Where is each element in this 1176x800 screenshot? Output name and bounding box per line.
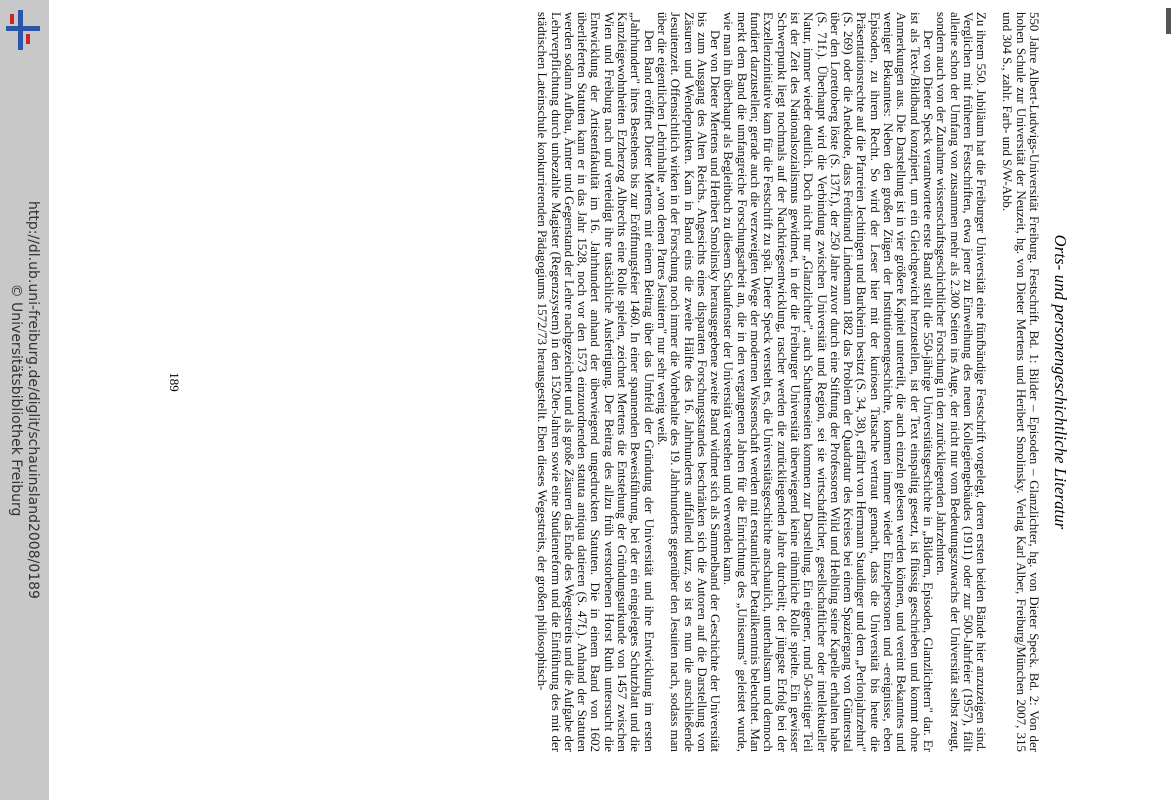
running-head: Orts- und personengeschichtliche Literatur (1051, 234, 1070, 530)
paragraph: Zu ihrem 550. Jubiläum hat die Freiburger Universität eine fünfbändige Festschrift vorgelegt, deren ersten beiden Bände hier anzuzeigen sind. Verglichen mit früheren Festschriften, etwa jener zu Einweihung des neuen Kollegiengebäudes (1911) oder zur 500-Jahrfeier (1957), fällt alleine schon der Umfang von zusammen mehr als 2.300 Seiten ins Auge, der nicht nur vom Bedeutungszuwachs der Universität selbst zeugt, sondern auch von der Zunahme wissenschaftsgeschichtlicher Forschung in den zurückliegenden Jahrzehnten. (934, 12, 989, 752)
page-edge-marker (1166, 8, 1171, 34)
paragraph: Der von Dieter Mertens und Heribert Smolinsky herausgegebene zweite Band widmet sich als Sammelband der Geschichte der Universität bis zum Ausgang des Alten Reichs. Angesichts eines disparaten Forschungsstandes beschränken sich die Autoren auf die Darstellung von Zäsuren und Wendepunkten. Kam in Band eins die zweite Hälfte des 16. Jahrhunderts auffallend kurz, so ist es nun die anschließende Jesuitenzeit. Offensichtlich wirken in der Forschung noch immer die Vorbehalte des 19. Jahrhunderts gegenüber den Jesuiten nach, sodass man über die eigentlichen Lehrinhalte „von denen Patres Jesuitern" nur sehr wenig weiß. (654, 12, 723, 752)
paragraph: Den Band eröffnet Dieter Mertens mit einem Beitrag über das Umfeld der Gründung der Universität und ihre Entwicklung im ersten „Jahrhundert" ihres Bestehens bis zur Eröffnungsfeier 1460. In einer spannenden Beweisführung, bei der ein eingelegtes Schutzblatt und die Kanzleigewohnheiten Erzherzog Albrechts eine Rolle spielen, zeichnet Mertens die Entstehung der Gründungsurkunde von 1457 zwischen Wien und Freiburg nach und verteidigt ihre tatsächliche Ausfertigung. Der Beitrag des allzu früh verstorbenen Horst Ruth untersucht die Entwicklung der Artistenfakultät im 16. Jahrhundert anhand der überwiegend ungedruckten Statuten. Die in einem Band von 1602 überlieferten Statuten kann er in das Jahr 1528, noch vor den 1573 einzuordnenden statuta antiqua datieren (S. 47f.). Anhand der Statuten werden sodann Aufbau, Ämter und Gegenstand der Lehre nachgezeichnet und als große Zäsuren das Ende des Wegestreits und die Aufgabe der Lehrverpflichtung durch unbezahlte Magister (Regenzsystem) in den 1520er-Jahren sowie eine Studienreform und die Einführung des mit der städtischen Lateinschule konkurrierenden Pädagogiums 1572/73 herausgestellt. Eben dieses Wegestreits, der großen philosophisch- (535, 12, 656, 752)
page-content (78, 12, 1078, 752)
paragraph: Der von Dieter Speck verantwortete erste Band stellt die 550-jährige Universitätsgeschichte in „Bildern, Episoden, Glanzlichtern" dar. Er ist als Text-/Bildband konzipiert, um ein Gleichgewicht herzustellen, ist der Text einspaltig gesetzt, ist flüssig geschrieben und kommt ohne Anmerkungen aus. Die Darstellung ist in vier größere Kapitel unterteilt, die auch einzeln gelesen werden können, und vereint Bekanntes und weniger Bekanntes: Neben den großen Zügen der Institutionengeschichte, kommen immer wieder Einzelpersonen und -ereignisse, eben Episoden, zu ihrem Recht. So wird der Leser hier mit der kuriosen Tatsache vertraut gemacht, dass die Universität bis heute die Präsentationsrechte auf die Pfarreien Jechtingen und Burkheim besitzt (S. 34, 38), erfährt von Hermann Staudinger und dem „Perlonjahrzehnt" (S. 269) oder die Anekdote, dass Ferdinand Lindemann 1882 das Problem der Quadratur des Kreises bei einem Spaziergang von Günterstal über den Lorettoberg löste (S. 137f.), der 250 Jahre zuvor durch eine Stiftung der Professoren Wild und Helbling seine Kapelle erhalten habe (S. 71f.). Überhaupt wird die Verbindung zwischen Universität und Region, sei sie wirtschaftlicher, gesellschaftlicher oder intellektueller Natur, immer wieder deutlich. Doch nicht nur „Glanzlichter", auch Schattenseiten kommen zur Darstellung. Ein eigener, rund 50-seitiger Teil ist der Zeit des Nationalsozialismus gewidmet, in der die Freiburger Universität überwiegend keine rühmliche Rolle spielte. Ein gewisser Schwerpunkt liegt nochmals auf der Nachkriegsentwicklung, rascher werden die zurückliegenden Jahre durcheilt; der jüngste Erfolg bei der Exzellenzinitiative kam für die Festschrift zu spät. Dieter Speck versteht es, die Universitätsgeschichte anschaulich, unterhaltsam und dennoch fundiert darzustellen; gerade auch die verzweigten Wege der modernen Wissenschaft werden mit erstaunlicher Detailkenntnis beleuchtet. Man merkt dem Band die umfangreiche Forschungsarbeit an, die in den vergangenen Jahren für die Einrichtung des „Uniseums" geleistet wurde, wie man ihn überhaupt als Begleitbuch zu diesem Schaufenster der Universität verstehen und verwenden kann. (721, 12, 935, 752)
scanned-page (60, 0, 1176, 800)
bibliographic-entry: 550 Jahre Albert-Ludwigs-Universität Freiburg. Festschrift. Bd. 1: Bilder – Episoden – Glanzlichter, hg. von Dieter Speck. Bd. 2: Von der hohen Schule zur Universität der Neuzeit, hg. von Dieter Mertens und Heribert Smolinsky. Verlag Karl Alber, Freiburg/München 2007, 315 und 304 S., zahlr. Farb- und S/W-Abb. (1000, 12, 1041, 752)
source-url[interactable]: http://dl.ub.uni-freiburg.de/diglit/schauinsland2008/0189 (25, 201, 41, 599)
sidebar-caption (7, 0, 41, 800)
page-number: 189 (167, 372, 182, 392)
copyright-notice: © Universitätsbibliothek Freiburg (8, 283, 24, 517)
viewer-sidebar (0, 0, 49, 800)
